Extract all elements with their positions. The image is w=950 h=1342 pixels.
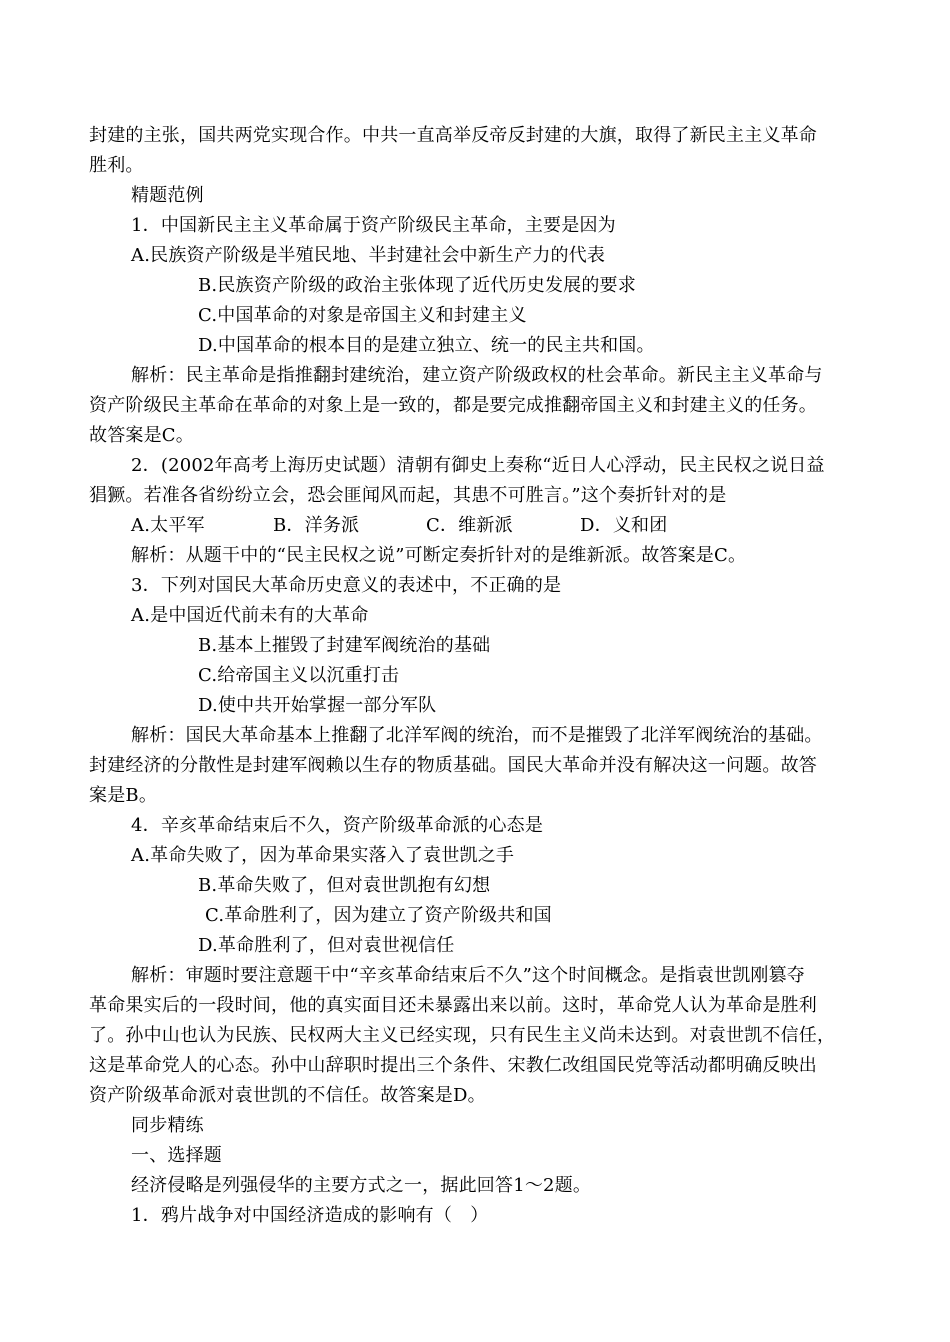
q2-stem-line-1: 2．(2002年高考上海历史试题）清朝有御史上奏称“近日人心浮动，民主民权之说日益 (131, 455, 825, 476)
q3-analysis-line-2: 封建经济的分散性是封建军阀赖以生存的物质基础。国民大革命并没有解决这一问题。故答 (89, 755, 817, 776)
q4-analysis-line-3: 了。孙中山也认为民族、民权两大主义已经实现，只有民生主义尚未达到。对袁世凯不信任， (89, 1025, 836, 1046)
q2-option-d: D．义和团 (580, 515, 668, 536)
q1-analysis-line-1: 解析：民主革命是指推翻封建统治，建立资产阶级政权的杜会革命。新民主主义革命与 (131, 365, 823, 386)
section-heading-choice: 一、选择题 (131, 1145, 222, 1166)
section-heading-examples: 精题范例 (131, 185, 204, 206)
q2-option-b: B．洋务派 (273, 515, 360, 536)
q4-analysis-line-5: 资产阶级革命派对袁世凯的不信任。故答案是D。 (89, 1085, 486, 1106)
q4-analysis-line-2: 革命果实后的一段时间，他的真实面目还未暴露出来以前。这时，革命党人认为革命是胜利 (89, 995, 817, 1016)
q1-option-c: C.中国革命的对象是帝国主义和封建主义 (198, 305, 527, 326)
q4-option-a: A.革命失败了，因为革命果实落入了袁世凯之手 (131, 845, 515, 866)
section-heading-practice: 同步精练 (131, 1115, 204, 1136)
intro-line-1: 封建的主张，国共两党实现合作。中共一直高举反帝反封建的大旗，取得了新民主主义革命 (89, 125, 817, 146)
q3-option-d: D.使中共开始掌握一部分军队 (198, 695, 437, 716)
q3-analysis-line-1: 解析：国民大革命基本上推翻了北洋军阀的统治，而不是摧毁了北洋军阀统治的基础。 (131, 725, 823, 746)
intro-line-2: 胜利。 (89, 155, 144, 176)
q1-option-a: A.民族资产阶级是半殖民地、半封建社会中新生产力的代表 (131, 245, 606, 266)
q1-option-d: D.中国革命的根本目的是建立独立、统一的民主共和国。 (198, 335, 655, 356)
q4-option-d: D.革命胜利了，但对袁世视信任 (198, 935, 455, 956)
q3-analysis-line-3: 案是B。 (89, 785, 158, 806)
q2-option-a: A.太平军 (131, 515, 205, 536)
q3-stem: 3．下列对国民大革命历史意义的表述中，不正确的是 (131, 575, 562, 596)
practice-intro: 经济侵略是列强侵华的主要方式之一，据此回答1～2题。 (131, 1175, 592, 1196)
q4-option-b: B.革命失败了，但对袁世凯抱有幻想 (198, 875, 491, 896)
q2-options-row (131, 511, 691, 541)
q3-option-b: B.基本上摧毁了封建军阀统治的基础 (198, 635, 491, 656)
q1-analysis-line-3: 故答案是C。 (89, 425, 194, 446)
q1-option-b: B.民族资产阶级的政治主张体现了近代历史发展的要求 (198, 275, 636, 296)
q4-analysis-line-1: 解析：审题时要注意题干中“辛亥革命结束后不久”这个时间概念。是指袁世凯刚篡夺 (131, 965, 806, 986)
q4-stem: 4．辛亥革命结束后不久，资产阶级革命派的心态是 (131, 815, 544, 836)
practice-q1-stem: 1．鸦片战争对中国经济造成的影响有（ ） (131, 1205, 489, 1226)
q3-option-a: A.是中国近代前未有的大革命 (131, 605, 369, 626)
q1-analysis-line-2: 资产阶级民主革命在革命的对象上是一致的，都是要完成推翻帝国主义和封建主义的任务。 (89, 395, 817, 416)
q2-stem-line-2: 猖獗。若准各省纷纷立会，恐会匪闻风而起，其患不可胜言。”这个奏折针对的是 (89, 485, 727, 506)
q3-option-c: C.给帝国主义以沉重打击 (198, 665, 400, 686)
q4-option-c: C.革命胜利了，因为建立了资产阶级共和国 (205, 905, 552, 926)
q2-analysis: 解析：从题干中的“民主民权之说”可断定奏折针对的是维新派。故答案是C。 (131, 545, 747, 566)
q1-stem: 1．中国新民主主义革命属于资产阶级民主革命，主要是因为 (131, 215, 616, 236)
q4-analysis-line-4: 这是革命党人的心态。孙中山辞职时提出三个条件、宋教仁改组国民党等活动都明确反映出 (89, 1055, 817, 1076)
q2-option-c: C．维新派 (426, 515, 513, 536)
